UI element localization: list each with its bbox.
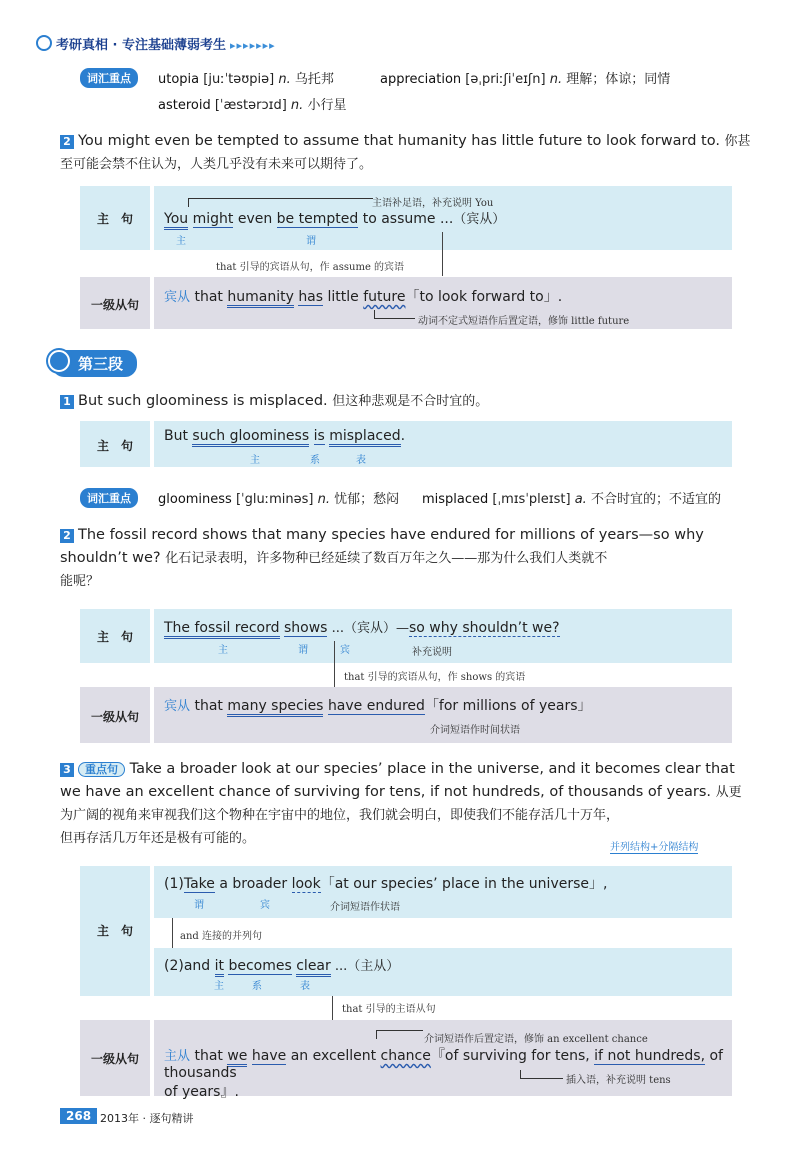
main-sentence: But such gloominess is misplaced.	[164, 428, 405, 444]
sub-clause-label: 一级从句	[90, 1052, 139, 1066]
bracket-line	[374, 310, 415, 319]
annotation: 介词短语作状语	[330, 902, 400, 913]
bracket-line	[188, 198, 373, 207]
tag-predicate: 谓	[194, 900, 204, 911]
section-search-icon	[48, 350, 70, 372]
link-note: that 引导的宾语从句，作 shows 的宾语	[344, 672, 526, 683]
section-heading: 第三段	[52, 350, 137, 377]
tag-predicate: 谓	[306, 236, 316, 247]
annotation: 介词短语作时间状语	[430, 725, 520, 736]
tag-supplement: 补充说明	[412, 647, 452, 658]
vocab-tag: 词汇重点	[80, 68, 138, 88]
annotation: 动词不定式短语作后置定语，修饰 little future	[418, 316, 630, 327]
header-arrows: ▸▸▸▸▸▸▸	[230, 39, 276, 52]
link-line	[334, 641, 335, 687]
tag-subject: 主	[176, 236, 186, 247]
sub-sentence: 宾从 that many species have endured「for millions of years」	[164, 695, 592, 715]
conj-line	[172, 918, 173, 948]
sub-clause-label: 一级从句	[90, 298, 139, 312]
bracket-line	[376, 1030, 423, 1039]
main-clause-label: 主 句	[96, 924, 133, 938]
structure-note: 并列结构+分隔结构	[610, 838, 698, 854]
header	[36, 34, 276, 53]
header-title: 考研真相 · 专注基础薄弱考生	[56, 38, 226, 53]
tag-link: 系	[310, 455, 320, 466]
annotation: 插入语，补充说明 tens	[566, 1075, 671, 1086]
sentence-3-1: 1 But such gloominess is misplaced. 但这种悲观是不合时宜的。	[60, 390, 488, 413]
annotation: 介词短语作后置定语，修饰 an excellent chance	[424, 1034, 648, 1045]
sentence-3-3: 3 重点句 Take a broader look at our species’ place in the universe, and it becomes clear that we have an excellent chance of surviving for tens, if not hundreds, of thousands of years. 从更 为广阔的视角来审视我们这个物种在宇宙中的地位，我们就会明白，即使我们不能存活几十万年， 但再存活几万年还是极有可能的。	[60, 761, 742, 846]
link-line	[442, 232, 443, 276]
vocab-tag: 词汇重点	[80, 488, 138, 508]
tag-object: 宾	[260, 900, 270, 911]
vocab-item: misplaced [ˌmɪsˈpleɪst] a. 不合时宜的；不适宜的	[422, 492, 721, 507]
page-number: 268	[60, 1108, 97, 1124]
vocab-item: gloominess [ˈgluːminəs] n. 忧郁；愁闷	[158, 492, 400, 507]
conj-note: and 连接的并列句	[180, 931, 262, 942]
main-clause-label: 主 句	[96, 630, 133, 644]
bracket-line	[520, 1070, 563, 1079]
sentence-2: 2 You might even be tempted to assume that humanity has little future to look forward to. 你甚 至可能会禁不住认为，人类几乎没有未来可以期待了。	[60, 133, 751, 172]
sub-sentence: 主从 that we have an excellent chance『of surviving for tens, if not hundreds, of thousands of years』.	[164, 1048, 723, 1100]
tag-predicate: 表	[356, 455, 366, 466]
key-sentence-flag: 重点句	[78, 762, 125, 777]
vocab-item: asteroid [ˈæstərɔɪd] n. 小行星	[158, 98, 347, 113]
sentence-number: 2	[60, 529, 74, 543]
annotation: 主语补足语，补充说明 You	[372, 198, 494, 209]
sentence-number: 2	[60, 135, 74, 149]
sub-clause-label: 一级从句	[90, 710, 139, 724]
tag-subject: 主	[250, 455, 260, 466]
main-sentence: You might even be tempted to assume ...（宾从）	[164, 208, 505, 227]
main-clause-label: 主 句	[96, 439, 133, 453]
vocab-item: utopia [juːˈtəʊpiə] n. 乌托邦	[158, 72, 334, 87]
sentence-3-2: 2 The fossil record shows that many species have endured for millions of years—so why shouldn’t we? 化石记录表明，许多物种已经延续了数百万年之久——那为什么我们人类就不 能呢？	[60, 527, 704, 589]
main-clause-label: 主 句	[96, 212, 133, 226]
tag-subject: 主	[218, 645, 228, 656]
link-line	[332, 996, 333, 1020]
search-logo-icon	[36, 35, 52, 51]
vocab-item: appreciation [əˌpriːʃiˈeɪʃn] n. 理解；体谅；同情	[380, 72, 671, 87]
link-note: that 引导的宾语从句，作 assume 的宾语	[216, 262, 405, 273]
main-sentence-2: (2)and it becomes clear ...（主从）	[164, 955, 399, 974]
tag-subject: 主	[214, 981, 224, 992]
link-note: that 引导的主语从句	[342, 1004, 436, 1015]
sentence-number: 1	[60, 395, 74, 409]
tag-predicate: 谓	[298, 645, 308, 656]
tag-predicate: 表	[300, 981, 310, 992]
tag-link: 系	[252, 981, 262, 992]
main-sentence: The fossil record shows ...（宾从）—so why shouldn’t we?	[164, 617, 560, 636]
sub-sentence: 宾从 that humanity has little future「to look forward to」.	[164, 286, 562, 306]
footer-title: 2013年 · 逐句精讲	[100, 1112, 194, 1125]
tag-object: 宾	[340, 645, 350, 656]
main-sentence-1: (1)Take a broader look「at our species’ place in the universe」,	[164, 876, 608, 892]
sentence-number: 3	[60, 763, 74, 777]
